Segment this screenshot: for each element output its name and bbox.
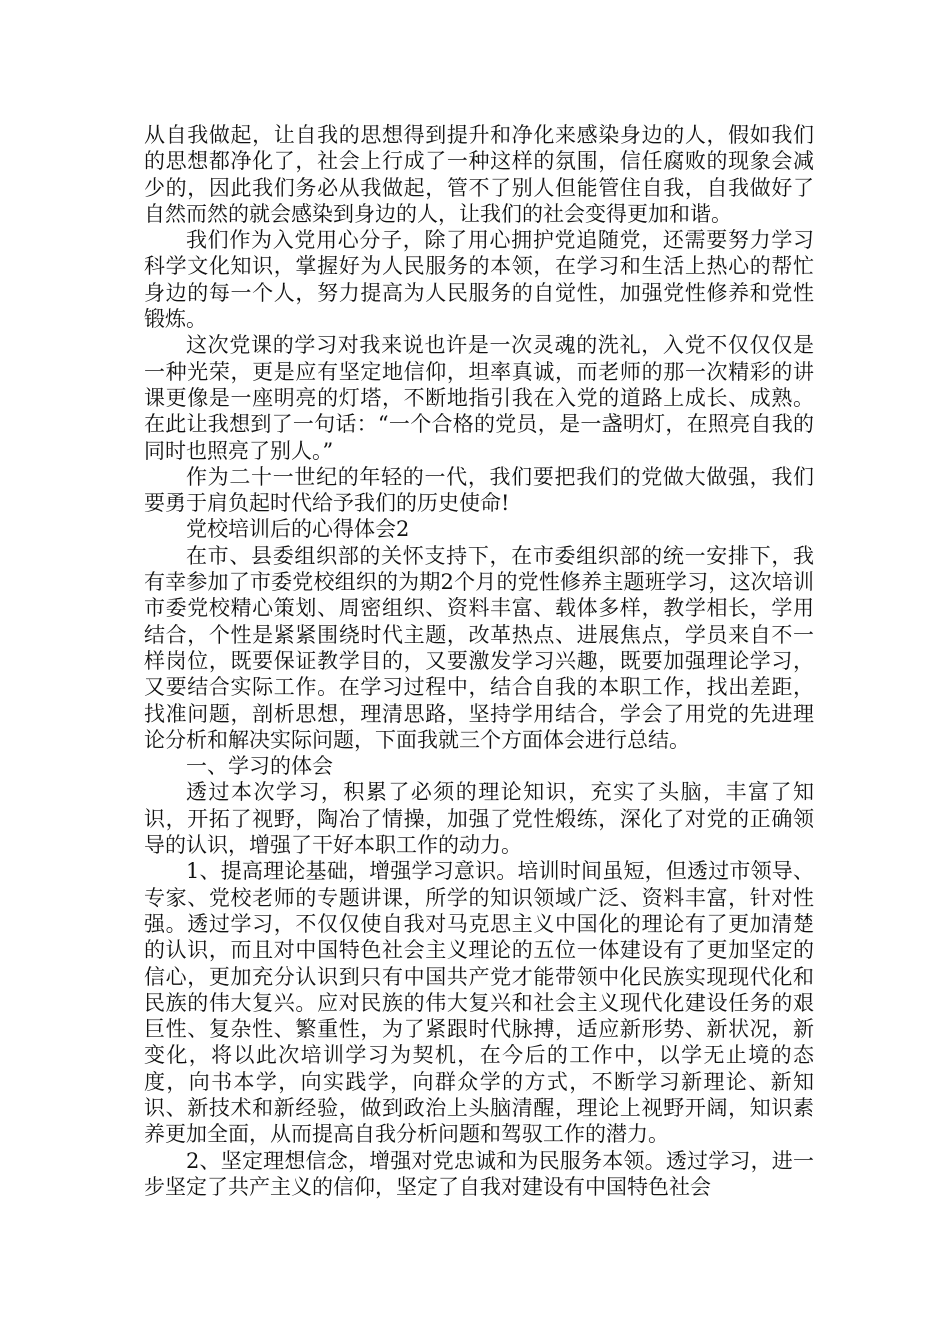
paragraph-7: 1、提高理论基础，增强学习意识。培训时间虽短，但透过市领导、专家、党校老师的专题讲课，所学的知识领域广泛、资料丰富，针对性强。透过学习，不仅仅使自我对马克思主义中国化的理论有了更加清楚的认识，而且对中国特色社会主义理论的五位一体建设有了更加坚定的信心，更加充分认识到只有中国共产党才能带领中化民族实现现代化和民族的伟大复兴。应对民族的伟大复兴和社会主义现代化建设任务的艰巨性、复杂性、繁重性，为了紧跟时代脉搏，适应新形势、新状况，新变化，将以此次培训学习为契机，在今后的工作中，以学无止境的态度，向书本学，向实践学，向群众学的方式，不断学习新理论、新知识、新技术和新经验，做到政治上头脑清醒，理论上视野开阔，知识素养更加全面，从而提高自我分析问题和驾驭工作的潜力。 — [144, 859, 814, 1147]
paragraph-6: 透过本次学习，积累了必须的理论知识，充实了头脑，丰富了知识，开拓了视野，陶冶了情操，加强了党性煅练，深化了对党的正确领导的认识，增强了干好本职工作的动力。 — [144, 780, 814, 858]
paragraph-1: 从自我做起，让自我的思想得到提升和净化来感染身边的人，假如我们的思想都净化了，社会上行成了一种这样的氛围，信任腐败的现象会减少的，因此我们务必从我做起，管不了别人但能管住自我，自我做好了自然而然的就会感染到身边的人，让我们的社会变得更加和谐。 — [144, 123, 814, 226]
paragraph-8: 2、坚定理想信念，增强对党忠诚和为民服务本领。透过学习，进一步坚定了共产主义的信仰，坚定了自我对建设有中国特色社会 — [144, 1148, 814, 1199]
paragraph-3: 这次党课的学习对我来说也许是一次灵魂的洗礼，入党不仅仅仅是一种光荣，更是应有坚定地信仰，坦率真诚，而老师的那一次精彩的讲课更像是一座明亮的灯塔，不断地指引我在入党的道路上成长、成熟。在此让我想到了一句话：“一个合格的党员，是一盏明灯，在照亮自我的同时也照亮了别人。” — [144, 333, 814, 463]
section-heading-1: 一、学习的体会 — [186, 754, 333, 779]
document-body — [144, 122, 814, 1200]
paragraph-5: 在市、县委组织部的关怀支持下，在市委组织部的统一安排下，我有幸参加了市委党校组织的为期2个月的党性修养主题班学习，这次培训市委党校精心策划、周密组织、资料丰富、载体多样，教学相长，学用结合，个性是紧紧围绕时代主题，改革热点、进展焦点，学员来自不一样岗位，既要保证教学目的，又要激发学习兴趣，既要加强理论学习，又要结合实际工作。在学习过程中，结合自我的本职工作，找出差距，找准问题，剖析思想，理清思路，坚持学用结合，学会了用党的先进理论分析和解决实际问题，下面我就三个方面体会进行总结。 — [144, 543, 814, 752]
paragraph-4: 作为二十一世纪的年轻的一代，我们要把我们的党做大做强，我们要勇于肩负起时代给予我们的历史使命! — [144, 464, 814, 516]
section-title: 党校培训后的心得体会2 — [186, 517, 410, 542]
paragraph-2: 我们作为入党用心分子，除了用心拥护党追随党，还需要努力学习科学文化知识，掌握好为人民服务的本领，在学习和生活上热心的帮忙身边的每一个人，努力提高为人民服务的自觉性，加强党性修养和党性锻炼。 — [144, 228, 814, 332]
